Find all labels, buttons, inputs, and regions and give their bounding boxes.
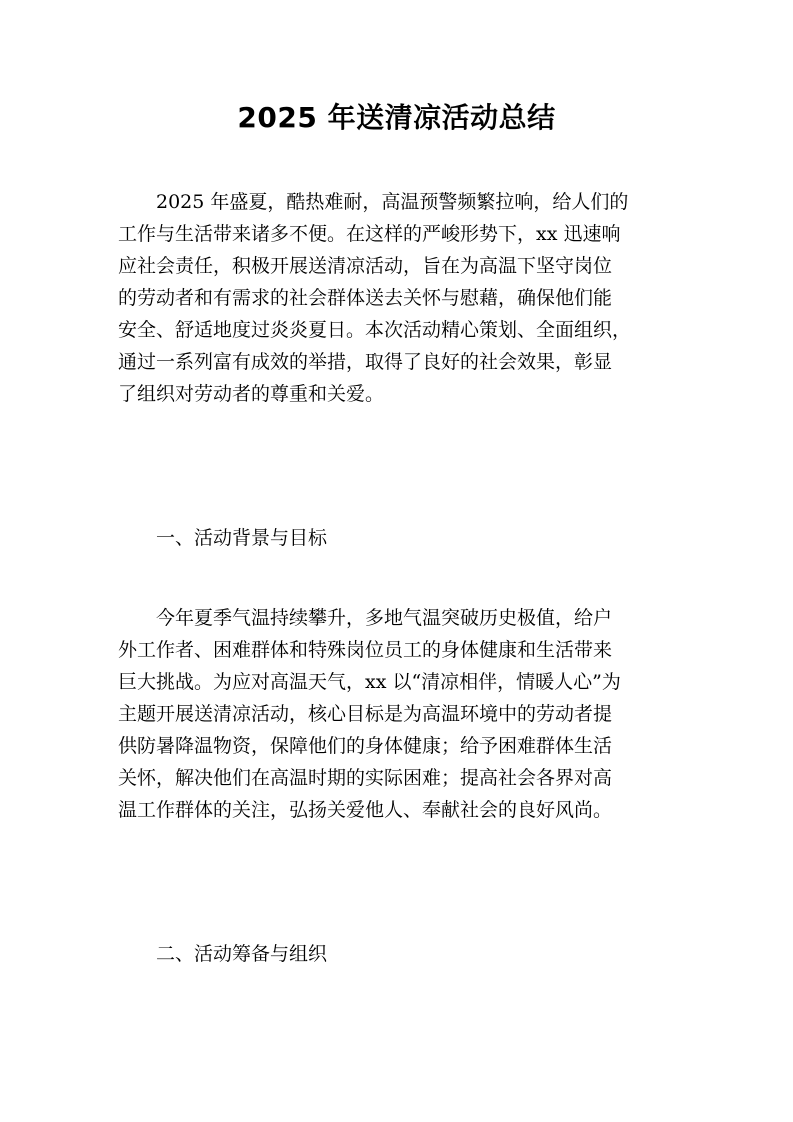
section-line: 关怀，解决他们在高温时期的实际困难；提高社会各界对高 [118, 767, 613, 789]
section-background-paragraph [118, 602, 674, 826]
intro-line: 的劳动者和有需求的社会群体送去关怀与慰藉，确保他们能 [118, 287, 613, 309]
section-line: 外工作者、困难群体和特殊岗位员工的身体健康和生活带来 [118, 639, 613, 661]
section-heading-background: 一、活动背景与目标 [156, 527, 328, 549]
section-line: 巨大挑战。为应对高温天气，xx 以“清凉相伴，情暖人心”为 [118, 671, 621, 693]
document-title: 2025 年送清凉活动总结 [237, 101, 556, 134]
section-heading-preparation: 二、活动筹备与组织 [156, 943, 328, 965]
section-line: 主题开展送清凉活动，核心目标是为高温环境中的劳动者提 [118, 703, 613, 725]
intro-line: 应社会责任，积极开展送清凉活动，旨在为高温下坚守岗位 [118, 255, 613, 277]
intro-line: 了组织对劳动者的尊重和关爱。 [118, 383, 385, 405]
section-line: 供防暑降温物资，保障他们的身体健康；给予困难群体生活 [118, 735, 613, 757]
section-line: 温工作群体的关注，弘扬关爱他人、奉献社会的良好风尚。 [118, 799, 613, 821]
intro-line: 通过一系列富有成效的举措，取得了良好的社会效果，彰显 [118, 351, 613, 373]
intro-line: 工作与生活带来诸多不便。在这样的严峻形势下，xx 迅速响 [118, 223, 621, 245]
section-line: 今年夏季气温持续攀升，多地气温突破历史极值，给户 [156, 607, 613, 629]
intro-paragraph [118, 186, 674, 410]
intro-line: 2025 年盛夏，酷热难耐，高温预警频繁拉响，给人们的 [156, 191, 629, 213]
intro-line: 安全、舒适地度过炎炎夏日。本次活动精心策划、全面组织， [118, 319, 632, 341]
